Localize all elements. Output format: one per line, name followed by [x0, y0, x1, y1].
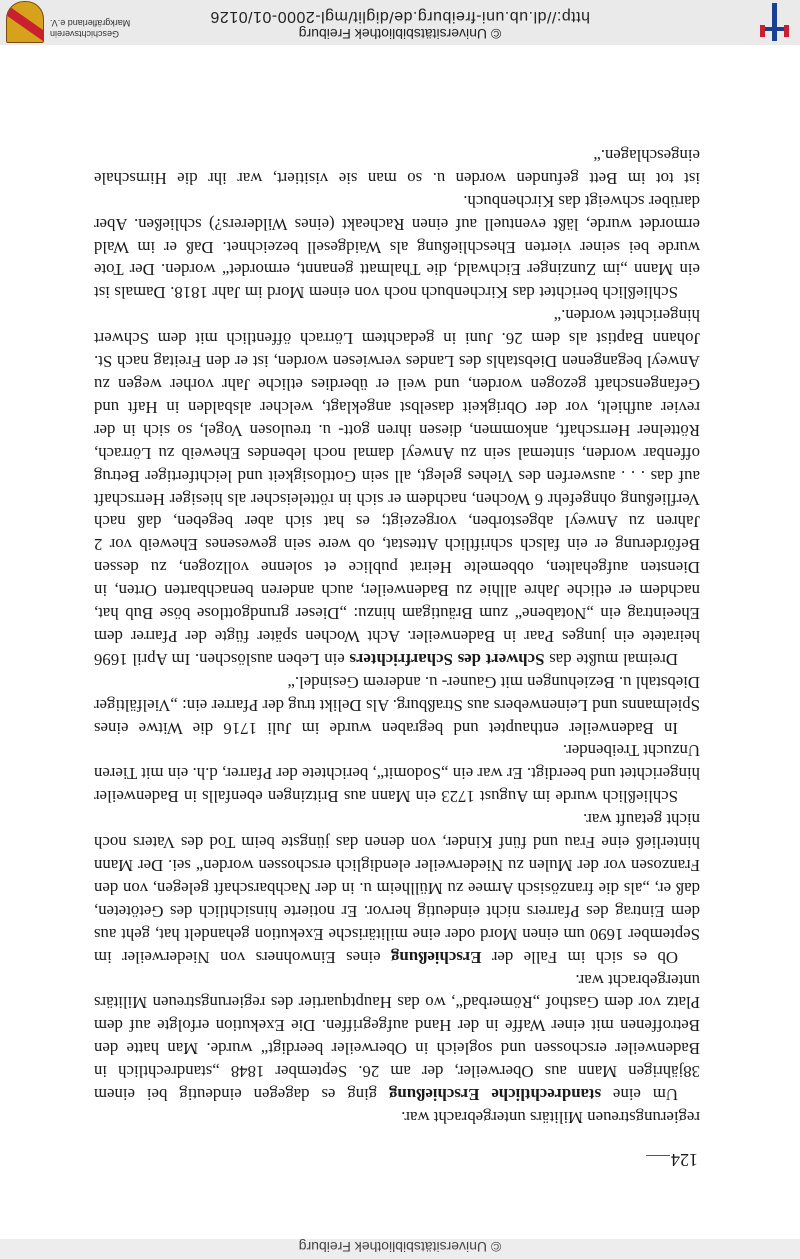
bold-term: Erschießung [391, 947, 482, 967]
page-number: 124 [671, 1150, 698, 1170]
text-run: Dreimal mußte das [544, 649, 678, 669]
bold-term: standrechtliche Erschießung [389, 1085, 602, 1105]
bold-term: Schwert des Scharfrichters [349, 649, 545, 669]
text-run: regierungstreuen Militärs untergebracht war. [401, 1108, 700, 1127]
document-text [94, 143, 700, 1128]
paragraph [94, 143, 700, 189]
text-run: ein Leben auslöschen. Im April 1696 heiratete ein junges Paar in Badenweiler. Acht Wochen später fügte der Pfarrer dem Eheeintrag ein „Notabene“ zum Bräutigam hinzu: „Dieser grundgottlose böse Bub hat, nachdem er etliche Jahre allhie zu Badenweiler, auch anderen benachbarten Orten, in Diensten aufgehalten, obbemelte Heirat publice et solenne vollzogen, zu dessen Beförderung er ein falsch schriftlich Attestat, ob were sein gewesenes Eheweib vor 2 Jahren zu Anweyl abgestorben, vorgezeigt; es hat sich aber begeben, daß nach Verfließung ohngefehr 6 Wochen, nachdem er sich in rötteleischer als hiesiger Herrschaft auf das . . . auswerfen des Viehes gelegt, all sein Gottlosigkeit und leichtfertiger Betrug offenbar worden, sintemal sein zu Anweyl damal noch lebendes Eheweib zu Lörrach, Röttelner Herrschaft, ankommen, diesen ihren gott- u. treulosen Vogel, so sich in der revier aufhielt, vor der Obrigkeit daselbst angeklagt, welcher alsbalden in Haft und Gefangenschaft gezogen worden, und weil er überdies etliche Jahr vorher wegen zu Anweyl begangenen Diebstahls des Landes verwiesen worden, ist er den Freitag nach St. Johann Baptist als dem 26. Juni in gedachtem Lörrach öffentlich mit dem Schwert hingerichtet worden.“ [94, 306, 700, 669]
page-number-rule [646, 1155, 670, 1156]
library-name: © Universitätsbibliothek Freiburg [298, 26, 502, 42]
text-run: In Badenweiler enthauptet und begraben wurde im Juli 1716 die Witwe eines Spielmanns und Leinenwebers aus Straßburg. Als Delikt trug der Pfarrer ein: „Vielfältiger Diebstahl u. Beziehungen mit Gauner- u. anderem Gesindel.“ [94, 672, 700, 738]
paragraph [94, 739, 700, 808]
text-run: Schließlich berichtet das Kirchenbuch noch von einem Mord im Jahr 1818. Damals ist ein Mann „im Zunzinger Eichwald, die Thalmatt genannt, ermordet“ worden. Der Tote wurde bei seiner vierten Eheschließung als Waidgesell bezeichnet. Daß er im Wald ermordet wurde, läßt eventuell auf einen Racheakt (eines Wilderers?) schließen. Aber darüber schweigt das Kirchenbuch. [94, 191, 700, 303]
text-run: eines Einwohners von Niederweiler im September 1690 um einen Mord oder eine militärische Exekution gehandelt hat, geht aus dem Eintrag des Pfarrers nicht eindeutig hervor. Er notierte hinsichtlich des Getöteten, daß er, „als die französisch Armee zu Müllheim u. in der Nachbarschaft gelegen, von den Franzosen vor der Mulen zu Niederweiler elendiglich erschossen worden“ sei. Der Mann hinterließ eine Frau und fünf Kinder, von denen das jüngste beim Tod des Vaters noch nicht getauft war. [93, 810, 700, 967]
paragraph [94, 1105, 700, 1128]
paragraph [94, 670, 700, 739]
text-run: Um eine [601, 1085, 678, 1105]
paragraph [94, 807, 700, 967]
text-run: ist tot im Bett gefunden worden u. so man sie visitiert, war ihr die Hirnschale eingeschlagen.“ [94, 145, 700, 188]
society-coat-of-arms-icon [6, 1, 44, 43]
society-name-line-1: Geschichtsverein [50, 29, 120, 39]
next-library-name: © Universitätsbibliothek Freiburg [298, 1239, 502, 1255]
society-name [50, 17, 130, 39]
next-page-header-peek [0, 1239, 800, 1259]
paragraph [94, 303, 700, 670]
text-run: Ob es sich im Falle der [481, 947, 678, 967]
paragraph [94, 189, 700, 304]
document-url[interactable]: http://dl.ub.uni-freiburg.de/diglit/mgl-2000-01/0126 [210, 8, 590, 25]
university-logo-icon [758, 3, 792, 41]
paragraph [94, 968, 700, 1105]
document-page [94, 45, 700, 1214]
society-name-line-2: Markgräflerland e.V. [50, 18, 131, 28]
text-run: Schließlich wurde im August 1723 ein Mann aus Britzingen ebenfalls in Badenweiler hingerichtet und beerdigt. Er war ein „Sodomit“, berichtete der Pfarrer, d.h. ein mit Tieren Unzucht Treibender. [94, 741, 700, 807]
viewer-header [0, 0, 800, 45]
text-run: ging es dagegen eindeutig bei einem 38jährigen Mann aus Oberweiler, der am 26. September 1848 „standrechtlich in Badenweiler erschossen und sogleich in Oberweiler beerdigt“ wurde. Man hatte den Betroffenen mit einer Waffe in der Hand aufgegriffen. Die Exekution erfolgte auf dem Platz vor dem Gasthof „Römerbad“, wo das Hauptquartier des regierungstreuen Militärs untergebracht war. [93, 970, 700, 1105]
